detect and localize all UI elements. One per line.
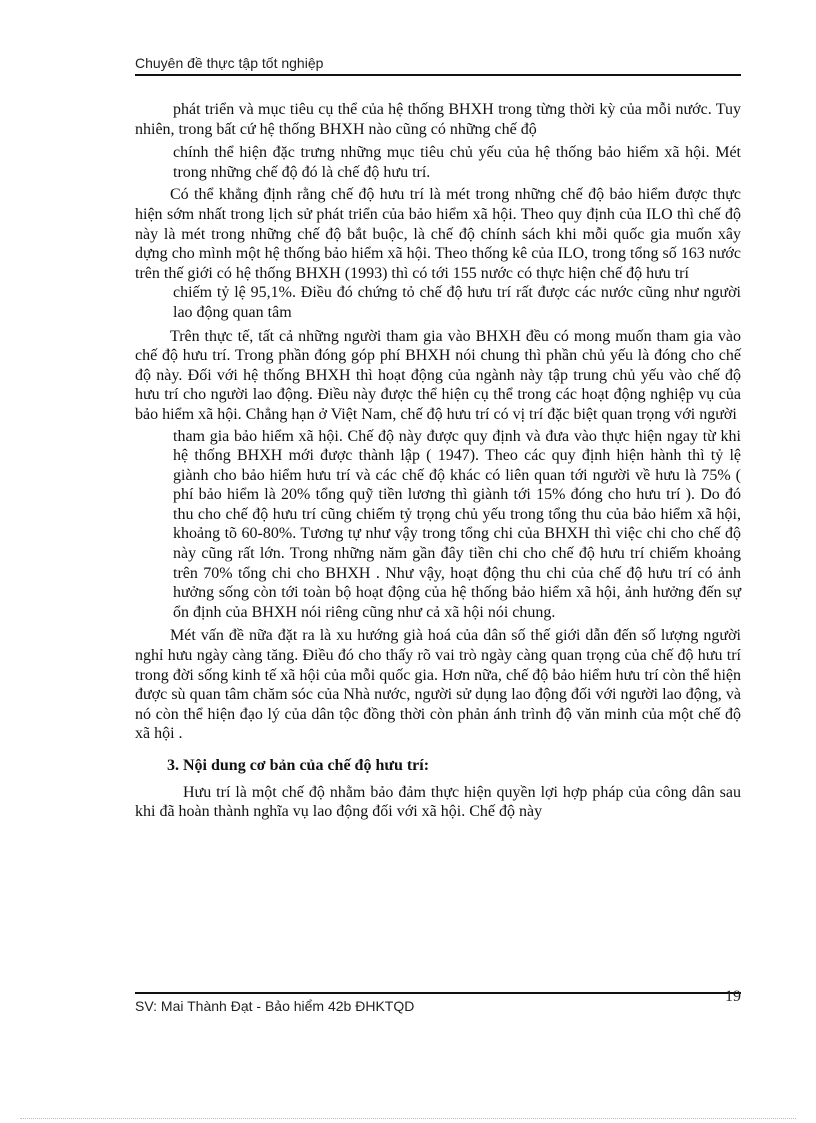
document-body	[135, 100, 741, 822]
footer-text: SV: Mai Thành Đạt - Bảo hiểm 42b ĐHKTQD	[135, 998, 415, 1014]
paragraph: Trên thực tế, tất cả những người tham gia vào BHXH đều có mong muốn tham gia vào chế độ hưu trí. Trong phần đóng góp phí BHXH nói chung thì phần chủ yếu là đóng cho chế độ này. Đối với hệ thống BHXH thì hoạt động của ngành này tập trung chủ yếu vào chế độ hưu trí cho người lao động. Điều này được thể hiện cụ thể trong các hoạt động nghiệp vụ của bảo hiểm xã hội. Chẳng hạn ở Việt Nam, chế độ hưu trí có vị trí đặc biệt quan trọng với người	[135, 327, 741, 423]
paragraph: Hưu trí là một chế độ nhằm bảo đảm thực hiện quyền lợi hợp pháp của công dân sau khi đã hoàn thành nghĩa vụ lao động đối với xã hội. Chế độ này	[135, 783, 741, 821]
paragraph: Mét vấn đề nữa đặt ra là xu hướng già hoá của dân số thế giới dẫn đến số lượng người nghỉ hưu ngày càng tăng. Điều đó cho thấy rõ vai trò ngày càng quan trọng của chế độ hưu trí trong đời sống kinh tế xã hội của mỗi quốc gia. Hơn nữa, chế độ bảo hiểm hưu trí còn thể hiện được sù quan tâm chăm sóc của Nhà nước, người sử dụng lao động đối với người lao động, và nó còn thể hiện đạo lý của dân tộc đồng thời còn phản ánh trình độ văn minh của một chế độ xã hội .	[135, 627, 741, 743]
header-title: Chuyên đề thực tập tốt nghiệp	[135, 55, 324, 71]
paragraph: tham gia bảo hiểm xã hội. Chế độ này được quy định và đưa vào thực hiện ngay từ khi hệ thống BHXH mới được thành lập ( 1947). Theo các quy định hiện hành thì tỷ lệ giành cho bảo hiểm hưu trí và các chế độ khác có liên quan tới người về hưu là 75% ( phí bảo hiểm là 20% tổng quỹ tiền lương thì giành tới 15% đóng cho hưu trí ). Do đó thu cho chế độ hưu trí cũng chiếm tỷ trọng chủ yếu trong tổng thu của bảo hiểm xã hội, khoảng tõ 60-80%. Tương tự như vậy trong tổng chi của BHXH thì việc chi cho chế độ này cũng rất lớn. Trong những năm gần đây tiền chi cho chế độ hưu trí chiếm khoảng trên 70% tổng chi cho BHXH . Như vậy, hoạt động thu chi của chế độ hưu trí có ảnh hưởng sống còn tới toàn bộ hoạt động của hệ thống bảo hiểm xã hội, ảnh hưởng đến sự ổn định của BHXH nói riêng cũng như cả xã hội nói chung.	[173, 427, 741, 621]
paragraph: chính thể hiện đặc trưng những mục tiêu chủ yếu của hệ thống bảo hiểm xã hội. Mét trong những chế độ đó là chế độ hưu trí.	[173, 144, 741, 181]
paragraph: Có thể khẳng định rằng chế độ hưu trí là mét trong những chế độ bảo hiểm được thực hiện sớm nhất trong lịch sử phát triển của bảo hiểm xã hội. Theo quy định của ILO thì chế độ này là mét trong những chế độ bắt buộc, là chế độ chính sách khi mỗi quốc gia muốn xây dựng cho mình một hệ thống bảo hiểm xã hội. Theo thống kê của ILO, trong tổng số 163 nước trên thế giới có hệ thống BHXH (1993) thì có tới 155 nước có thực hiện chế độ hưu trí	[135, 186, 741, 282]
paragraph: chiếm tỷ lệ 95,1%. Điều đó chứng tỏ chế độ hưu trí rất được các nước cũng như người lao động quan tâm	[173, 284, 741, 321]
page-number: 19	[725, 988, 741, 1005]
page-edge-divider	[20, 1118, 796, 1119]
section-heading: 3. Nội dung cơ bản của chế độ hưu trí:	[167, 757, 430, 774]
page-footer	[135, 988, 741, 1020]
paragraph: phát triển và mục tiêu cụ thể của hệ thống BHXH trong từng thời kỳ của mỗi nước. Tuy nhiên, trong bất cứ hệ thống BHXH nào cũng có những chế độ	[135, 101, 741, 138]
page-header	[135, 52, 741, 76]
